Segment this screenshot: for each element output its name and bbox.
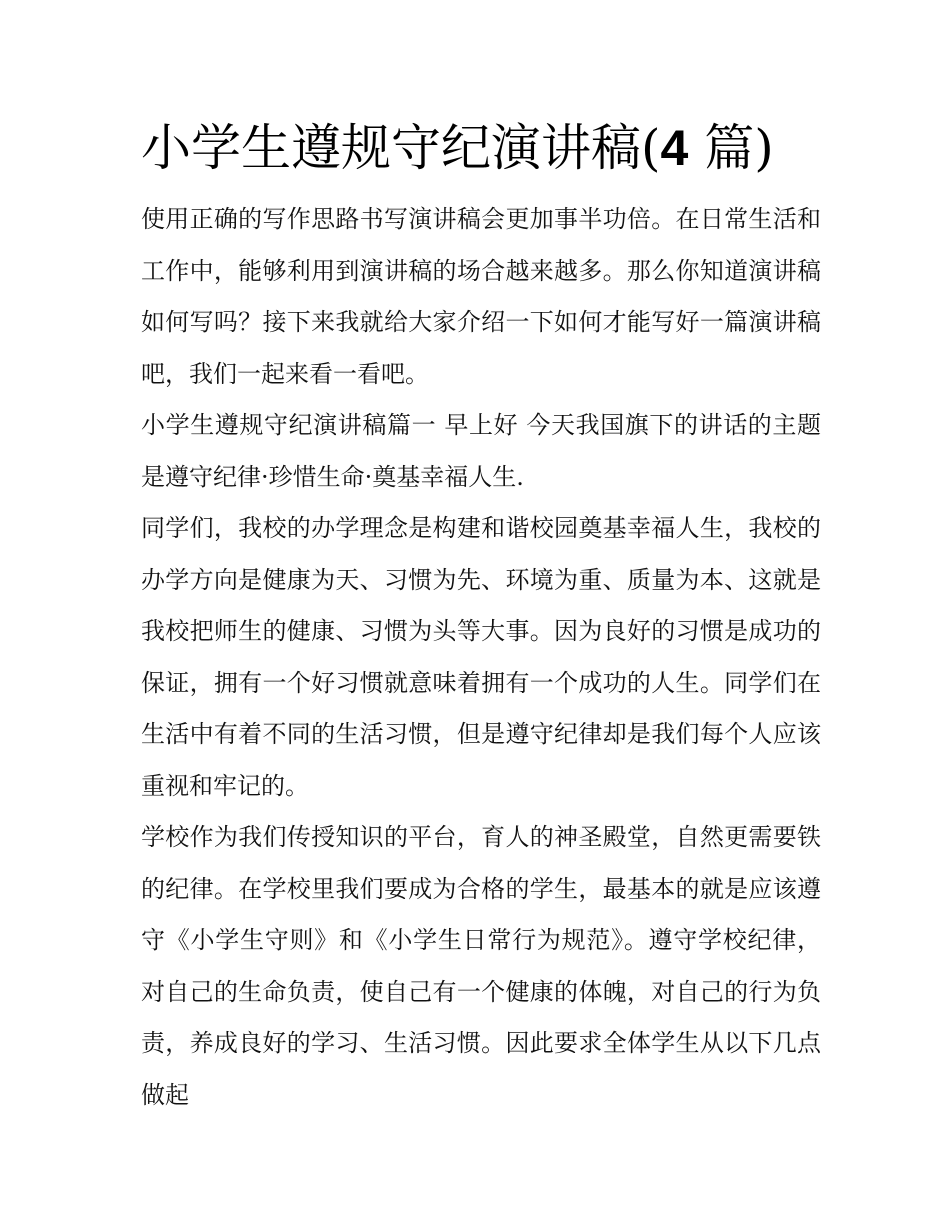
title-number: 4 bbox=[660, 120, 689, 176]
title-prefix: 小学生遵规守纪演讲稿( bbox=[141, 119, 661, 177]
paragraph-speech-opening: 小学生遵规守纪演讲稿篇一 早上好 今天我国旗下的讲话的主题是遵守纪律·珍惜生命·奠基幸福人生. bbox=[141, 411, 821, 491]
paragraph-intro: 使用正确的写作思路书写演讲稿会更加事半功倍。在日常生活和工作中，能够利用到演讲稿的场合越来越多。那么你知道演讲稿如何写吗？接下来我就给大家介绍一下如何才能写好一篇演讲稿吧，我们一起来看一看吧。 bbox=[141, 205, 821, 388]
document-content bbox=[141, 112, 821, 1121]
paragraph-school-philosophy: 同学们，我校的办学理念是构建和谐校园奠基幸福人生，我校的办学方向是健康为天、习惯为先、环境为重、质量为本、这就是我校把师生的健康、习惯为头等大事。因为良好的习惯是成功的保证，拥有一个好习惯就意味着拥有一个成功的人生。同学们在生活中有着不同的生活习惯，但是遵守纪律却是我们每个人应该重视和牢记的。 bbox=[141, 514, 821, 800]
title-suffix: 篇) bbox=[688, 119, 774, 177]
paragraph-school-discipline: 学校作为我们传授知识的平台，育人的神圣殿堂，自然更需要铁的纪律。在学校里我们要成为合格的学生，最基本的就是应该遵守《小学生守则》和《小学生日常行为规范》。遵守学校纪律，对自己的生命负责，使自己有一个健康的体魄，对自己的行为负责，养成良好的学习、生活习惯。因此要求全体学生从以下几点做起 bbox=[141, 823, 821, 1109]
document-title bbox=[141, 112, 821, 184]
